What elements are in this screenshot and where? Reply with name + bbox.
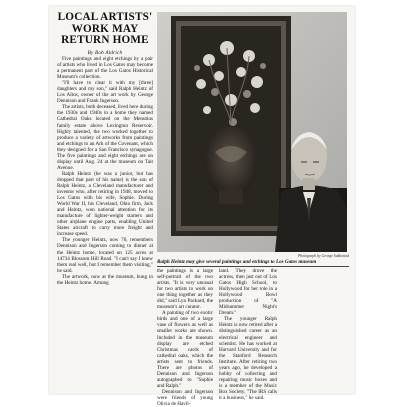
article-column-2 [157, 268, 213, 407]
article-column-3 [219, 268, 277, 401]
newspaper-clipping [49, 6, 355, 407]
paragraph: The younger Heintz, now 70, remembers Dennison and Ingerson coming to dinner at the Heintz home, located on 125 acres at 14734 Blossom Hill Road. "I can't say I knew them real well, but I remember them visiting," he said. [57, 237, 153, 274]
photo-caption: Ralph Heintz may give several paintings and etchings to Los Gatos museum [157, 259, 349, 267]
paragraph: land. They drove the actress, then just out of Los Gatos High School, to Hollywood for her role in a Hollywood Bowl production of "A Midsummer Night's Dream." [219, 268, 277, 317]
photo-credit: Photograph by George Sakkestad [297, 254, 349, 258]
headline: LOCAL ARTISTS' WORK MAY RETURN HOME [57, 11, 153, 47]
paragraph: The artwork, now at the museum, hung in the Heintz home. Among [57, 273, 153, 286]
paragraph: The artists, both deceased, lived here during the 1930s and 1940s in a home they named Cathedral Oaks located on the Menutius family estate above Lexington Reservoir. Highly talented, the two worked together to produce a variety of artworks from paintings and etchings to an Ark of the Covenant, which they designed for a San Francisco synagogue. The five paintings and eight etchings are on display until Aug. 24 at the museum on Tait Avenue. [57, 104, 153, 171]
paragraph: Ralph Heintz (he was a junior, but has dropped that part of his name) is the son of Ralph Heintz, a Cleveland manufacturer and inventor who, after retiring in 1948, moved to Los Gatos with his wife, Sophie. During World War II, his Cleveland, Ohio firm, Jack and Heintz, won national attention for its manufacture of lighter-weight starters and other airplane engine parts, enabling United States aircraft to carry more freight and increase speed. [57, 170, 153, 238]
photo-illustration [157, 12, 347, 252]
paragraph: "I'll have to clear it with my [three] daughters and my son," said Ralph Heintz of Los Altos, owner of the art work by George Dennison and Frank Ingerson. [57, 80, 153, 105]
article-photo [157, 12, 347, 252]
paragraph: Dennison and Ingerson were friends of young Olivia de Havil- [157, 388, 213, 407]
byline: By Bob Aldrich [87, 49, 123, 56]
paragraph: A painting of two exotic birds and one of a large vase of flowers as well as smaller works are shown. Included in the museum display are etched Christmas cards of cathedral oaks, which the artists sent to friends. There are photos of Dennison and Ingerson autographed to "Sophie and Ralph." [157, 310, 213, 389]
headline-block [57, 12, 153, 56]
paragraph: the paintings is a large self-portrait of the two artists. "It is very unusual for two artists to work on one thing together as they did," said Lyn Packard, the museum's art curator. [157, 268, 213, 311]
paragraph: The younger Ralph Heintz is now retired after a distinguished career as an electrical engineer and scientist. He has worked at Harvard University and for the Stanford Research Institute. After retiring two years ago, he developed a hobby of collecting and repairing music boxes and is a member of the Music Box Society. "The IRS calls it a business," he said. [219, 316, 277, 401]
framed-painting [171, 16, 291, 236]
paragraph: Five paintings and eight etchings by a pair of artists who lived in Los Gatos may become a permanent part of the Los Gatos Historical Museum's collection. [57, 56, 153, 81]
article-column-1 [57, 56, 153, 286]
